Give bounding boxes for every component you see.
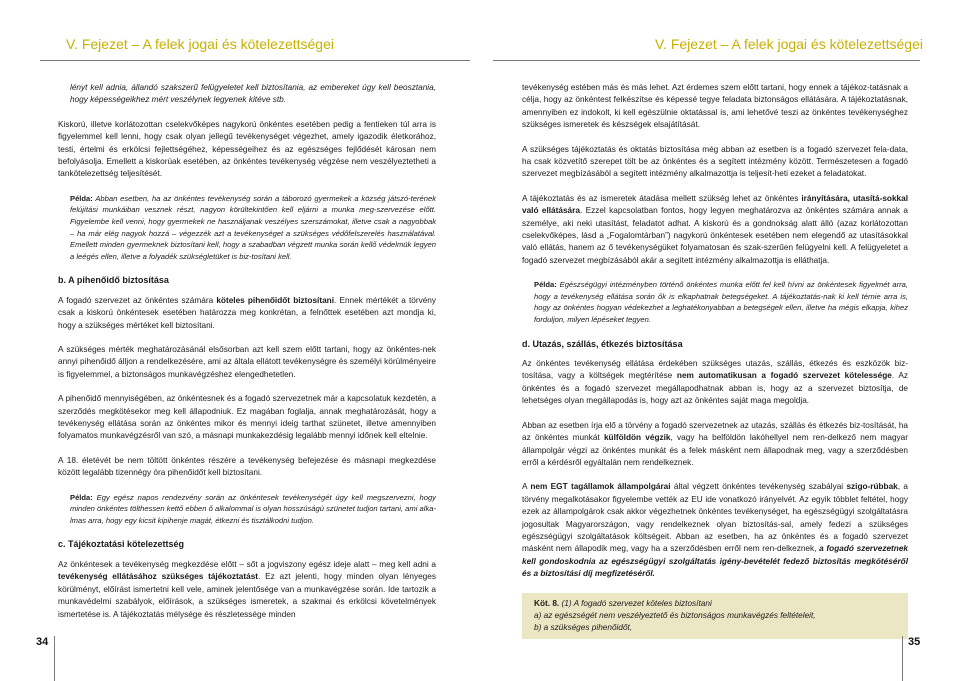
paragraph: A fogadó szervezet az önkéntes számára köteles pihenőidőt biztosítani. Ennek mértékét a törvény csak a kiskorú önkéntesek esetében határozza meg konkrétan, a felnőttek esetében azt mondja ki, hogy a szükséges mértéket kell biztosítani. xyxy=(58,295,437,330)
right-page-column xyxy=(522,82,908,639)
section-heading: c. Tájékoztatási kötelezettség xyxy=(58,539,185,550)
paragraph: Kiskorú, illetve korlátozottan cselekvőképes nagykorú önkéntes esetében pedig a fentieken túl arra is figyelemmel kell lenni, hogy csak olyan jellegű tevékenységet végezhet, amely igazodik életkorához, testi, értelmi és erkölcsi fejlettségéhez, képességeihez és az egészséges fejlődését károsan nem befolyásolja. Emellett a kiskorúak esetében, az önkéntes tevékenység végzése nem veszélyeztetheti a tankötelezettség teljesítését. xyxy=(58,119,436,179)
paragraph: A 18. életévét be nem töltött önkéntes részére a tevékenység befejezése és másnapi megkezdése között legalább tizennégy óra pihenőidőt kell biztosítani. xyxy=(58,455,436,478)
paragraph: Abban az esetben írja elő a törvény a fogadó szervezetnek az utazás, szállás és étkezés biz-tosítását, ha az önkéntes munkát külföldön végzik, vagy ha belföldön lakóhellyel nem ren-delkező nem magyar állampolgár végzi az önkéntes munkát és a felek másként nem állapodnak meg, vagy a szerződésben erről a kérdésről egyáltalán nem rendelkeznek. xyxy=(522,420,908,467)
example-label: Példa: xyxy=(534,280,557,290)
section-heading: b. A pihenőidő biztosítása xyxy=(58,275,169,286)
example-text: Egészségügyi intézményben történő önkéntes munka előtt fel kell hívni az önkéntesek figyelmét arra, hogy a tevékenység ellátása során ők is elkaphatnak betegségeket. A tájékoztatás-nak ki kell térnie arra is, hogy az önkéntes hogyan védekezhet a leghatékonyabban a betegségek ellen, illetve ha mégis elkapja, kihez forduljon, milyen lépéseket tegyen. xyxy=(534,280,908,325)
example-label: Példa: xyxy=(70,193,93,203)
paragraph: Az önkéntes tevékenység ellátása érdekében szükséges utazás, szállás, étkezés és eszközök biz-tosítása, vagy a költségek megtérítése nem automatikusan a fogadó szervezet kötelessége. Az önkéntes és a fogadó szervezet megállapodhatnak abban is, hogy az a szervezet biztosítja, de lehetséges olyan megállapodás is, hogy azt az önkéntes saját maga megoldja. xyxy=(522,359,908,406)
law-quote-line: b) a szükséges pihenőidőt, xyxy=(534,622,633,632)
paragraph: A tájékoztatás és az ismeretek átadása mellett szükség lehet az önkéntes irányítására, utasítá-sokkal való ellátására. Ezzel kapcsolatban fontos, hogy legyen meghatározva az önkéntes számára annak a személye, aki neki utasítást, feladatot adhat. A kiskorú és a gondnokság alatt álló (azaz korlátozottan cselekvőképes, lásd a „Fogalomtárban”) nagykorú önkéntesek esetében nem elegendő az utasításokkal való ellátás, hanem az ő tevékenységüket folyamatosan és szak-szerűen felügyelni kell. A felügyeletet a fogadó szervezet megbízásából akár a segített intézmény alkalmazottja is elláthatja. xyxy=(522,193,909,265)
example-block xyxy=(58,492,436,527)
footer-rule-right xyxy=(902,636,903,681)
paragraph: A pihenőidő mennyiségében, az önkéntesnek és a fogadó szervezetnek már a kapcsolatuk kezdetén, a szerződés megkötésekor meg kell állapodniuk. Ez magában foglalja, annak meghatározását, hogy a tevékenység ellátása során az önkéntes mikor és mennyi ideig tarthat szünetet, illetve amennyiben folyamatos munkavégzésről van szó, a másnapi munkakezdésig legalább mennyi időnek kell eltelnie. xyxy=(58,394,436,441)
example-text: Abban esetben, ha az önkéntes tevékenység során a táborozó gyermekek a község játszó-terének felújítási munkáiban vesznek részt, nagyon körültekintően kell eljárni a munka meg-szervezése előtt. Figyelembe kell venni, hogy gyermekek ne használjanak veszélyes szerszámokat, illetve csak a nagyobbak – ha már elég nagyok hozzá – végezzék azt a tevékenységet a szükséges védőfelszerelés használatával. Emellett minden gyermeknek biztosítani kell, hogy a szabadban végzett munka során kellő védelmük legyen a leégés ellen, illetve a folyadék szükségletüket is biz-tosítani kell. xyxy=(70,193,436,261)
intro-paragraph: lényt kell adnia, állandó szakszerű felügyeletet kell biztosítania, az embereket úgy kell beosztania, hogy képességeikhez mért veszélynek legyenek kitéve stb. xyxy=(70,83,436,105)
paragraph: tevékenység estében más és más lehet. Azt érdemes szem előtt tartani, hogy ennek a tájékoz-tatásnak a célja, hogy az önkéntest felkészítse és képessé tegye feladata biztonságos ellátására. A tájékoztatásnak, amennyiben ez indokolt, ki kell egészülnie oktatással is, ami lehetővé teszi az önkéntes tevékenységhez szükséges ismeretek és készségek elsajátítását. xyxy=(522,83,908,130)
header-rule-left xyxy=(40,60,470,61)
page-number-left: 34 xyxy=(36,636,49,648)
law-reference: Köt. 8. xyxy=(534,598,560,608)
example-block xyxy=(58,193,436,263)
page-header-right: V. Fejezet – A felek jogai és kötelezettségei xyxy=(655,36,923,52)
law-quote-line: Köt. 8. (1) A fogadó szervezet köteles biztosítani xyxy=(534,598,712,608)
page-number-right: 35 xyxy=(908,636,921,648)
header-rule-right xyxy=(493,60,920,61)
law-quote-box xyxy=(522,593,908,640)
paragraph: Az önkéntesek a tevékenység megkezdése előtt – sőt a jogviszony egész ideje alatt – meg kell adni a tevékenység ellátásához szükséges tájékoztatást. Ez azt jelenti, hogy minden olyan lényeges körülményt, előírást ismertetni kell vele, aminek jelentősége van a munkavégzése során. Ide tartozik a munkavédelmi szabályok, előírások, a szükséges ismeretek, a szakmai és erkölcsi követelmények ismertetése is. A tájékoztatás mélysége és részletessége minden xyxy=(58,559,436,619)
section-heading: d. Utazás, szállás, étkezés biztosítása xyxy=(522,338,683,349)
example-block xyxy=(522,279,908,325)
example-label: Példa: xyxy=(70,492,93,502)
law-quote-line: a) az egészségét nem veszélyeztető és biztonságos munkavégzés feltételeit, xyxy=(534,610,816,620)
footer-rule-left xyxy=(54,636,55,681)
example-text: Egy egész napos rendezvény során az önkéntesek tevékenységét úgy kell megszervezni, hogy minden önkéntes tölthessen kettő ebben ő alkalommal is olyan hosszúságú szünetet tudjon tartani, ami alka-lmas arra, hogy egy kicsit kipihenje magát, étkezni és tisztálkodni tudjon. xyxy=(70,492,436,525)
left-page-column xyxy=(58,82,436,633)
paragraph: A szükséges mérték meghatározásánál elsősorban azt kell szem előtt tartani, hogy az önkéntes-nek annyi pihenőidő álljon a rendelkezésére, ami az általa ellátott tevékenységre és személyi körülményeire is figyelemmel, a biztonságos munkavégzéshez elengedhetetlen. xyxy=(58,345,436,379)
page-header-left: V. Fejezet – A felek jogai és kötelezettségei xyxy=(66,36,334,52)
paragraph: A szükséges tájékoztatás és oktatás biztosítása még abban az esetben is a fogadó szervezet fela-data, ha csak közvetítő szerepet tölt be az önkéntes és a segített intézmény között. Természetesen a fogadó szervezet megbízásából a segített intézmény alkalmazottja is teljesít-heti ezeket a feladatokat. xyxy=(522,144,908,179)
paragraph: A nem EGT tagállamok állampolgárai által végzett önkéntes tevékenység szabályai szigo-rúbbak, a törvény megalkotásakor figyelembe vették az EU ide vonatkozó irányelvét. Az egyik többlet feltétel, hogy ezek az állampolgárok csak akkor végezhetnek önkéntes tevékenységet, ha egészségügyi szolgáltatásra jogosultak Magyarországon, vagy rendelkeznek olyan biztosítás-sal, amely fedezi a szükséges egészségügyi szolgáltatások költségeit. Abban az esetben, ha az önkéntes és a fogadó szervezet másként nem állapodik meg, vagy ha a szerződésben erről nem ren-delkeznek, a fogadó szervezetnek kell gondoskodnia az egészségügyi szolgáltatás igény-bevételét fedező biztosítás megkötéséről és a biztosítási díj megfizetéséről. xyxy=(522,482,909,579)
